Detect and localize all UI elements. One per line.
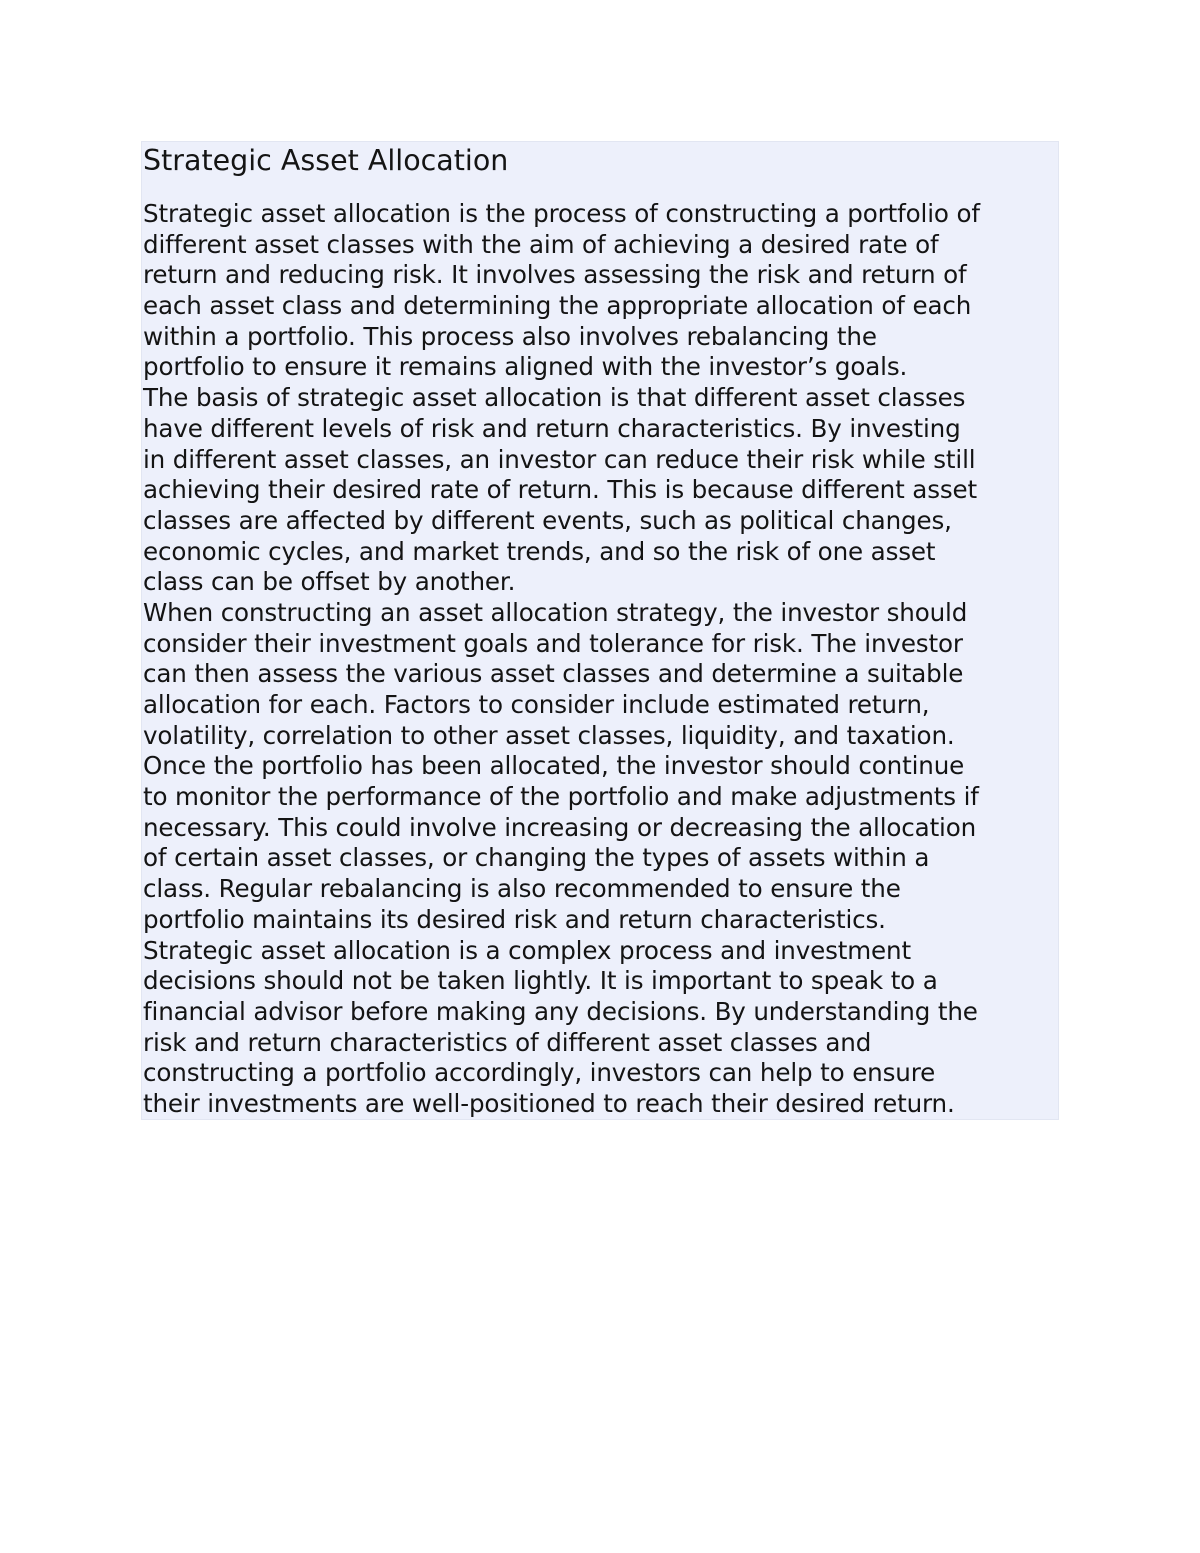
body-line: class. Regular rebalancing is also recommended to ensure the: [143, 874, 901, 904]
body-line: economic cycles, and market trends, and so the risk of one asset: [143, 536, 936, 566]
body-line: their investments are well-positioned to reach their desired return.: [143, 1088, 955, 1118]
body-line: have different levels of risk and return characteristics. By investing: [143, 413, 961, 443]
body-line: achieving their desired rate of return. This is because different asset: [143, 475, 978, 505]
document-body: [143, 199, 1058, 1120]
body-line: constructing a portfolio accordingly, investors can help to ensure: [143, 1058, 936, 1088]
body-line: each asset class and determining the appropriate allocation of each: [143, 291, 972, 321]
body-line: Strategic asset allocation is the process of constructing a portfolio of: [143, 199, 980, 228]
body-line: return and reducing risk. It involves assessing the risk and return of: [143, 260, 967, 290]
body-line: different asset classes with the aim of achieving a desired rate of: [143, 229, 939, 259]
body-line: When constructing an asset allocation strategy, the investor should: [143, 597, 968, 627]
body-line: Once the portfolio has been allocated, the investor should continue: [143, 751, 965, 781]
body-line: The basis of strategic asset allocation is that different asset classes: [143, 383, 966, 413]
body-line: Strategic asset allocation is a complex process and investment: [143, 935, 911, 965]
body-line: volatility, correlation to other asset classes, liquidity, and taxation.: [143, 720, 955, 750]
body-line: to monitor the performance of the portfolio and make adjustments if: [143, 782, 979, 812]
body-line: classes are affected by different events, such as political changes,: [143, 505, 952, 535]
document-title: Strategic Asset Allocation: [143, 144, 509, 177]
body-line: portfolio maintains its desired risk and return characteristics.: [143, 904, 886, 934]
text-block: [141, 141, 1059, 1120]
body-line: necessary. This could involve increasing or decreasing the allocation: [143, 812, 977, 842]
body-line: portfolio to ensure it remains aligned with the investor’s goals.: [143, 352, 908, 382]
body-line: risk and return characteristics of different asset classes and: [143, 1027, 872, 1057]
body-line: allocation for each. Factors to consider include estimated return,: [143, 690, 930, 719]
body-line: consider their investment goals and tolerance for risk. The investor: [143, 628, 963, 658]
body-line: can then assess the various asset classes and determine a suitable: [143, 659, 964, 689]
body-line: in different asset classes, an investor can reduce their risk while still: [143, 444, 976, 474]
body-line: financial advisor before making any decisions. By understanding the: [143, 996, 978, 1026]
body-line: within a portfolio. This process also involves rebalancing the: [143, 321, 877, 351]
body-line: decisions should not be taken lightly. It is important to speak to a: [143, 966, 938, 996]
body-line: of certain asset classes, or changing the types of assets within a: [143, 843, 930, 873]
body-line: class can be offset by another.: [143, 567, 516, 597]
